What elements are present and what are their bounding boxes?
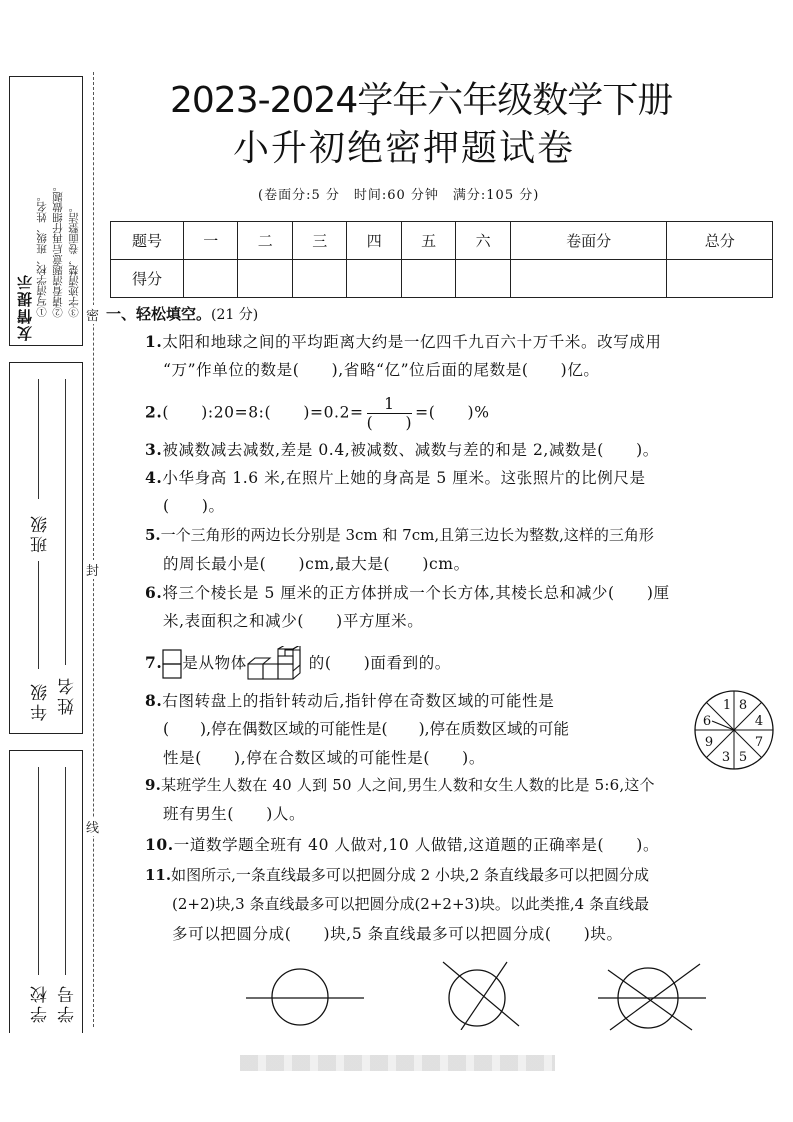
question-text: 小华身高 1.6 米,在照片上她的身高是 5 厘米。这张照片的比例尺是 [162, 469, 646, 487]
tips-box [9, 76, 83, 346]
spinner-number: 8 [738, 698, 748, 713]
question-text: 太阳和地球之间的平均距离大约是一亿四千九百六十万千米。改写成用 [162, 333, 662, 351]
spinner-number: 4 [754, 714, 764, 729]
score-cell[interactable] [292, 260, 346, 298]
question-text: 一道数学题全班有 40 人做对,10 人做错,这道题的正确率是( )。 [173, 836, 660, 854]
tips-title: 友情提示 [16, 273, 34, 341]
score-header-cell: 题号 [111, 222, 184, 260]
question-11-cont-2 [172, 920, 623, 949]
question-1 [145, 327, 662, 357]
question-10 [145, 830, 659, 860]
question-number: 9. [145, 776, 162, 794]
score-row-label: 得分 [111, 260, 184, 298]
score-header-cell: 二 [238, 222, 292, 260]
question-number: 8. [145, 691, 163, 710]
question-text: (2+2)块,3 条直线最多可以把圆分成(2+2+3)块。以此类推,4 条直线最 [172, 895, 649, 913]
exam-title-line1: 2023-2024学年六年级数学下册 [170, 80, 673, 121]
blurred-watermark [240, 1055, 555, 1071]
question-text: “万”作单位的数是( ),省略“亿”位后面的尾数是( )亿。 [163, 361, 600, 379]
score-table-score-row [111, 260, 773, 298]
student-number-label: 学号 [58, 983, 78, 1023]
question-number: 11. [145, 866, 172, 884]
view-shape-icon [162, 649, 182, 679]
question-6 [145, 578, 670, 608]
question-text: 班有男生( )人。 [163, 805, 306, 823]
question-1-cont [163, 356, 600, 385]
seal-char-mi: 密 [86, 305, 99, 324]
question-number: 6. [145, 583, 163, 602]
school-number-box [9, 750, 83, 1033]
score-header-cell: 三 [292, 222, 346, 260]
question-text: 某班学生人数在 40 人到 50 人之间,男生人数和女生人数的比是 5:6,这个 [161, 776, 655, 794]
question-5 [145, 521, 654, 550]
question-text: 多可以把圆分成( )块,5 条直线最多可以把圆分成( )块。 [172, 925, 623, 943]
circle-one-line-figure [244, 962, 368, 1032]
section-1-title [106, 303, 258, 324]
name-fill-line[interactable] [65, 379, 66, 665]
question-11-cont-1 [172, 890, 649, 919]
score-header-cell: 五 [401, 222, 455, 260]
score-header-cell: 总分 [667, 222, 773, 260]
question-text: =( )% [415, 403, 490, 422]
circle-three-lines-figure [596, 960, 708, 1032]
class-fill-line[interactable] [38, 379, 39, 499]
question-text: ( ):20=8:( )=0.2= [162, 403, 364, 422]
question-text: ( )。 [163, 497, 225, 515]
score-cell[interactable] [667, 260, 773, 298]
question-number: 7. [145, 653, 163, 672]
grade-fill-line[interactable] [38, 561, 39, 669]
exam-info: (卷面分:5 分 时间:60 分钟 满分:105 分) [258, 188, 540, 203]
question-text: ( ),停在偶数区域的可能性是( ),停在质数区域的可能 [163, 720, 570, 738]
seal-dashed-line [93, 72, 94, 1027]
question-text: 是从物体 [182, 654, 247, 672]
class-grade-name-box [9, 362, 83, 734]
question-text: 将三个棱长是 5 厘米的正方体拼成一个长方体,其棱长总和减少( )厘 [162, 584, 670, 602]
name-label: 姓名 [58, 675, 78, 715]
score-header-cell: 卷面分 [510, 222, 667, 260]
score-cell[interactable] [401, 260, 455, 298]
fraction [367, 395, 413, 432]
question-6-cont [163, 607, 423, 636]
spinner-number: 7 [754, 735, 764, 750]
score-cell[interactable] [347, 260, 401, 298]
section-1-heading: 一、轻松填空。 [106, 305, 212, 323]
question-11 [145, 861, 649, 890]
question-text: 如图所示,一条直线最多可以把圆分成 2 小块,2 条直线最多可以把圆分成 [171, 866, 650, 884]
score-table-header-row [111, 222, 773, 260]
grade-label: 年级 [31, 681, 51, 721]
class-label: 班级 [31, 513, 51, 553]
seal-char-xian: 线 [86, 817, 99, 836]
spinner-number: 9 [704, 735, 714, 750]
question-number: 2. [145, 402, 163, 422]
question-text: 被减数减去减数,差是 0.4,被减数、减数与差的和是 2,减数是( )。 [162, 441, 659, 459]
spinner-pointer [712, 721, 734, 730]
question-7 [145, 646, 451, 682]
question-4 [145, 463, 646, 493]
tip-line-3: ③字迹清楚，卷面整洁。 [68, 201, 80, 317]
score-cell[interactable] [456, 260, 510, 298]
spinner-number: 3 [721, 750, 731, 765]
spinner-figure [692, 688, 776, 772]
tip-line-2: ②请看清题意后再仔细做题。 [52, 180, 64, 317]
cube-stack-icon [247, 646, 309, 682]
question-8-cont-1 [163, 715, 569, 744]
question-number: 1. [145, 332, 163, 351]
score-header-cell: 四 [347, 222, 401, 260]
score-cell[interactable] [184, 260, 238, 298]
question-8-cont-2 [163, 744, 485, 773]
score-table [110, 221, 773, 298]
question-9 [145, 771, 655, 800]
school-label: 学校 [31, 983, 51, 1023]
question-number: 3. [145, 440, 163, 459]
school-fill-line[interactable] [38, 767, 39, 975]
fraction-numerator: 1 [367, 395, 413, 414]
question-text: 的( )面看到的。 [308, 654, 451, 672]
score-header-cell: 一 [184, 222, 238, 260]
question-3 [145, 435, 659, 465]
question-text: 右图转盘上的指针转动后,指针停在奇数区域的可能性是 [162, 692, 555, 710]
question-4-cont [163, 492, 225, 521]
question-text: 性是( ),停在合数区域的可能性是( )。 [163, 749, 485, 767]
seal-char-feng: 封 [86, 560, 99, 579]
question-text: 一个三角形的两边长分别是 3cm 和 7cm,且第三边长为整数,这样的三角形 [160, 526, 654, 544]
fraction-denominator: ( ) [366, 414, 413, 432]
question-8 [145, 686, 554, 716]
circle-two-lines-figure [437, 960, 527, 1030]
spinner-number: 5 [738, 750, 748, 765]
spinner-number: 6 [702, 714, 712, 729]
question-text: 的周长最小是( )cm,最大是( )cm。 [163, 555, 470, 573]
question-9-cont [163, 800, 305, 829]
student-number-fill-line[interactable] [65, 767, 66, 975]
exam-title-line2: 小升初绝密押题试卷 [233, 128, 576, 169]
question-number: 5. [145, 526, 161, 544]
section-1-score: (21 分) [211, 307, 259, 323]
score-cell[interactable] [238, 260, 292, 298]
question-number: 4. [145, 468, 163, 487]
tip-line-1: ①写清学校、班级、姓名。 [36, 191, 48, 317]
question-5-cont [163, 550, 470, 579]
question-2 [145, 395, 490, 432]
score-header-cell: 六 [456, 222, 510, 260]
question-text: 米,表面积之和减少( )平方厘米。 [163, 612, 424, 630]
question-number: 10. [145, 835, 174, 854]
spinner-number: 1 [722, 698, 732, 713]
score-cell[interactable] [510, 260, 667, 298]
